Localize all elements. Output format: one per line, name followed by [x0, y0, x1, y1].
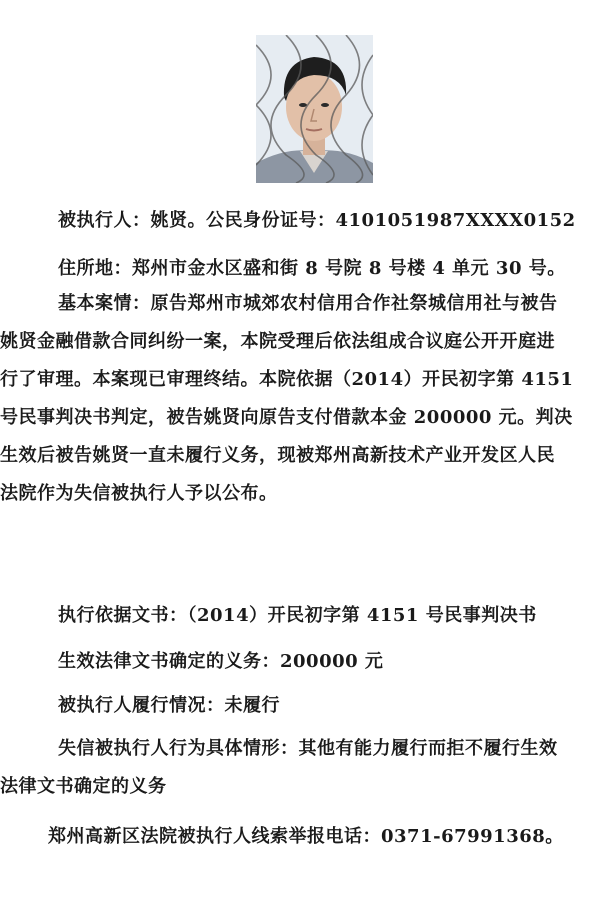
case-line: 姚贤金融借款合同纠纷一案，本院受理后依法组成合议庭公开开庭进: [0, 331, 555, 352]
case-line: 基本案情：原告郑州市城郊农村信用合作社祭城信用社与被告: [58, 293, 558, 314]
case-summary: [0, 285, 594, 513]
report-hotline-line: 郑州高新区法院被执行人线索举报电话：0371-67991368。: [48, 826, 564, 847]
case-line: 法院作为失信被执行人予以公布。: [0, 483, 278, 504]
defendant-identity-line: 被执行人：姚贤。公民身份证号：4101051987XXXX0152: [58, 210, 576, 231]
behavior-line: 失信被执行人行为具体情形：其他有能力履行而拒不履行生效: [58, 738, 558, 759]
case-line: 号民事判决书判定，被告姚贤向原告支付借款本金 200000 元。判决: [0, 407, 573, 428]
enforcement-basis-line: 执行依据文书：（2014）开民初字第 4151 号民事判决书: [58, 605, 537, 626]
case-line: 生效后被告姚贤一直未履行义务，现被郑州高新技术产业开发区人民: [0, 445, 555, 466]
performance-status-line: 被执行人履行情况：未履行: [58, 695, 280, 716]
obligation-line: 生效法律文书确定的义务：200000 元: [58, 651, 384, 672]
portrait-image: [256, 35, 373, 183]
behavior-line: 法律文书确定的义务: [0, 776, 167, 797]
portrait-photo: [256, 35, 373, 183]
case-line: 行了审理。本案现已审理终结。本院依据（2014）开民初字第 4151: [0, 369, 574, 390]
dishonest-behavior-paragraph: [0, 730, 594, 806]
defendant-address-line: 住所地：郑州市金水区盛和街 8 号院 8 号楼 4 单元 30 号。: [58, 258, 566, 279]
